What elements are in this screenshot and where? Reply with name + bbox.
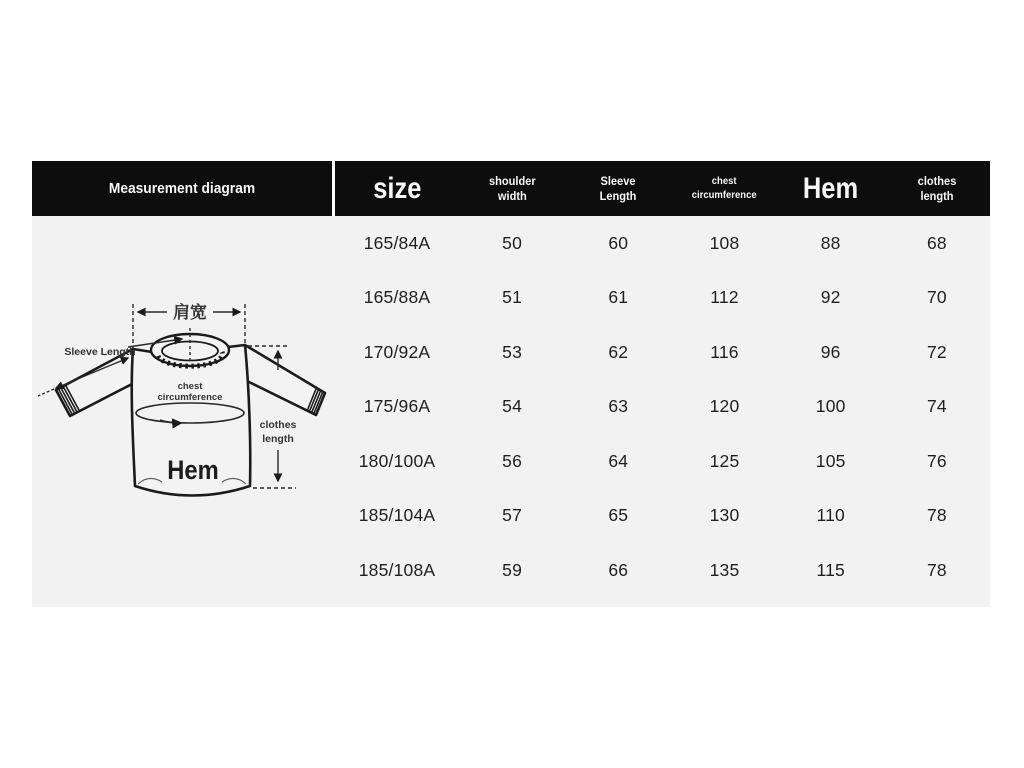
hem-value: 110 (816, 505, 845, 526)
chart-header (32, 161, 990, 216)
size-value: 170/92A (363, 341, 431, 362)
size-value: 180/100A (358, 450, 436, 471)
sleeve-length-value: 64 (608, 450, 629, 471)
chest-circumference-value: 125 (709, 450, 740, 471)
clothes-length-value: 78 (926, 559, 947, 580)
shoulder-width-value: 50 (502, 232, 523, 253)
size-table (335, 216, 990, 607)
column-header-clothes-length: clothes length (917, 173, 957, 203)
shoulder-width-value: 56 (502, 450, 523, 471)
hem-value: 105 (815, 450, 846, 471)
sleeve-length-label: Sleeve Length (64, 346, 136, 358)
chest-label-line2: circumference (157, 392, 223, 403)
hem-label: Hem (167, 455, 219, 486)
chest-circumference-value: 116 (710, 341, 739, 362)
chest-circumference-value: 112 (710, 287, 739, 308)
sleeve-length-value: 65 (608, 505, 629, 526)
clothes-length-label-line2: length (262, 433, 294, 445)
shoulder-width-value: 54 (502, 396, 523, 417)
chest-circumference-value: 135 (709, 559, 740, 580)
size-value: 165/84A (363, 232, 431, 253)
shoulder-width-value: 59 (502, 559, 523, 580)
clothes-length-value: 72 (926, 341, 947, 362)
clothes-length-value: 78 (926, 505, 947, 526)
hem-value: 96 (820, 341, 841, 362)
clothes-length-value: 74 (926, 396, 947, 417)
column-header-size: size (372, 171, 422, 205)
sleeve-length-value: 66 (608, 559, 629, 580)
size-value: 165/88A (363, 287, 431, 308)
clothes-length-label-line1: clothes (259, 419, 297, 431)
chest-circumference-value: 130 (709, 505, 740, 526)
hem-value: 88 (820, 232, 841, 253)
column-header-bar (335, 161, 990, 216)
column-header-shoulder-width: shoulder width (488, 173, 536, 203)
hem-value: 92 (820, 287, 841, 308)
shoulder-width-value: 57 (502, 505, 523, 526)
clothes-length-value: 76 (926, 450, 947, 471)
collar (151, 334, 229, 366)
sleeve-length-value: 61 (608, 287, 629, 308)
sleeve-length-value: 60 (608, 232, 629, 253)
size-value: 175/96A (363, 396, 431, 417)
size-value: 185/108A (358, 559, 436, 580)
chest-label-line1: chest (177, 381, 203, 392)
column-header-hem: Hem (803, 171, 859, 205)
shoulder-width-value: 53 (502, 341, 523, 362)
column-header-chest-circumference: chest circumference (692, 176, 757, 201)
chest-circumference-value: 120 (709, 396, 740, 417)
chest-circumference-value: 108 (709, 232, 740, 253)
shoulder-width-cn-label: 肩宽 (173, 303, 207, 322)
measurement-diagram-header (32, 161, 332, 216)
column-header-sleeve-length: Sleeve Length (599, 173, 637, 203)
sweater-diagram-svg (32, 216, 332, 607)
size-value: 185/104A (358, 505, 436, 526)
hem-value: 100 (815, 396, 846, 417)
clothes-length-value: 68 (926, 232, 947, 253)
hem-value: 115 (816, 559, 845, 580)
clothes-length-value: 70 (926, 287, 947, 308)
size-chart-sheet (32, 161, 990, 607)
measurement-diagram-title: Measurement diagram (108, 180, 256, 197)
shoulder-width-value: 51 (502, 287, 523, 308)
sleeve-length-value: 62 (608, 341, 629, 362)
garment-measurement-diagram (32, 216, 332, 607)
sleeve-length-value: 63 (608, 396, 629, 417)
